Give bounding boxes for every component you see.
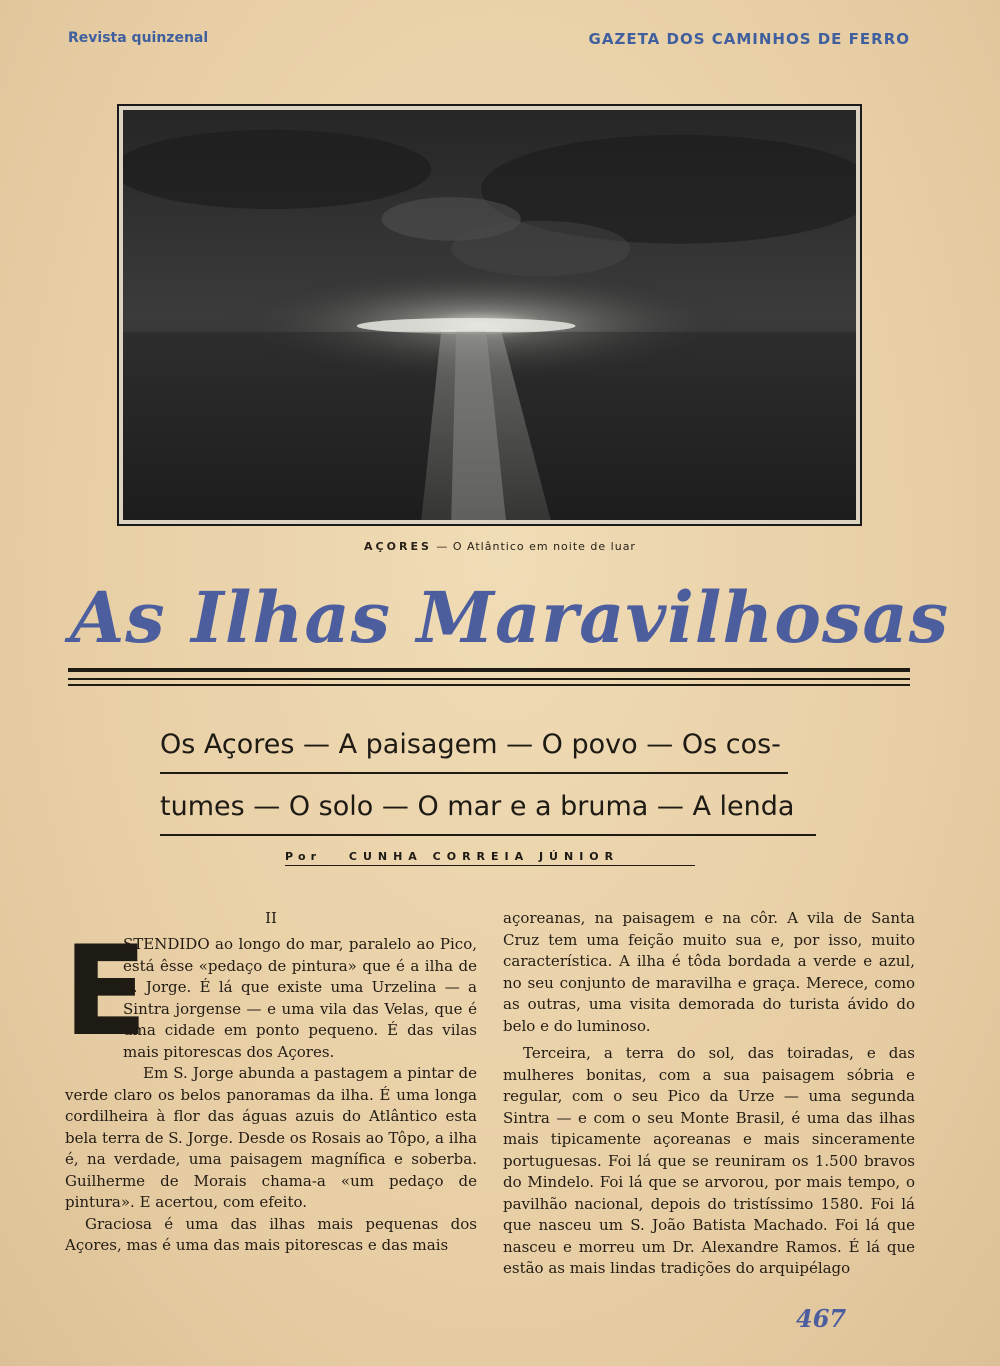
paragraph: Terceira, a terra do sol, das toiradas, e das mulheres bonitas, com a sua paisagem sóbria e regular, com o seu Pico da Urze — uma segunda Sintra — e com o seu Monte Brasil, é uma das ilhas mais tipicamente açoreanas e mais sinceramente portuguesas. Foi lá que se reuniram os 1.500 bravos do Mindelo. Foi lá que se arvorou, por mais tempo, o pavilhão nacional, depois do tristíssimo 1580. Foi lá que nasceu um S. João Batista Machado. Foi lá que nasceu e morreu um Dr. Alexandre Ramos. É lá que estão as mais lindas tradições do arquipélago: [503, 1044, 915, 1277]
running-head-right: GAZETA DOS CAMINHOS DE FERRO: [588, 30, 910, 48]
drop-cap: E: [63, 920, 148, 1064]
column-right: [503, 908, 915, 1280]
article-title: As Ilhas Maravilhosas: [70, 576, 950, 659]
caption-text: — O Atlântico em noite de luar: [436, 540, 636, 553]
column-left: [65, 908, 477, 1257]
page-number: 467: [796, 1304, 847, 1333]
moonlit-sea-image: [123, 110, 856, 520]
byline: [285, 850, 695, 866]
article-subtitle: [160, 718, 820, 842]
subtitle-line-2: tumes — O solo — O mar e a bruma — A lenda: [160, 780, 816, 836]
running-head-left: Revista quinzenal: [68, 30, 209, 46]
paragraph: Graciosa é uma das ilhas mais pequenas dos Açores, mas é uma das mais pitorescas e das mais: [65, 1214, 477, 1254]
subtitle-line-1: Os Açores — A paisagem — O povo — Os cos-: [160, 718, 788, 774]
moonlit-sea-photo: [117, 104, 862, 526]
byline-prefix: Por: [285, 850, 322, 863]
photo-caption: [0, 540, 1000, 553]
paragraph: Em S. Jorge abunda a pastagem a pintar de verde claro os belos panoramas da ilha. É uma longa cordilheira à flor das águas azuis do Atlântico esta bela terra de S. Jorge. Desde os Rosais ao Tôpo, a ilha é, na verdade, uma paisagem magnífica e soberba. Guilherme de Morais chama-a «um pedaço de pintura». E acertou, com efeito.: [65, 1064, 477, 1211]
caption-lead: AÇORES: [364, 540, 432, 553]
article-body: [65, 908, 915, 1328]
paragraph: açoreanas, na paisagem e na côr. A vila de Santa Cruz tem uma feição muito sua e, por isso, muito característica. A ilha é tôda bordada a verde e azul, no seu conjunto de maravilha e graça. Merece, como as outras, uma visita demorada do turista ávido do belo e do luminoso.: [503, 909, 915, 1035]
title-rules: [68, 668, 910, 686]
byline-author: CUNHA CORREIA JÚNIOR: [348, 850, 620, 863]
paragraph: STENDIDO ao longo do mar, paralelo ao Pico, está êsse «pedaço de pintura» que é a ilha de S. Jorge. É lá que existe uma Urzelina — a Sintra jorgense — e uma vila das Velas, que é uma cidade em ponto pequeno. É das vilas mais pitorescas dos Açores.: [123, 935, 477, 1061]
section-number: II: [265, 909, 277, 927]
